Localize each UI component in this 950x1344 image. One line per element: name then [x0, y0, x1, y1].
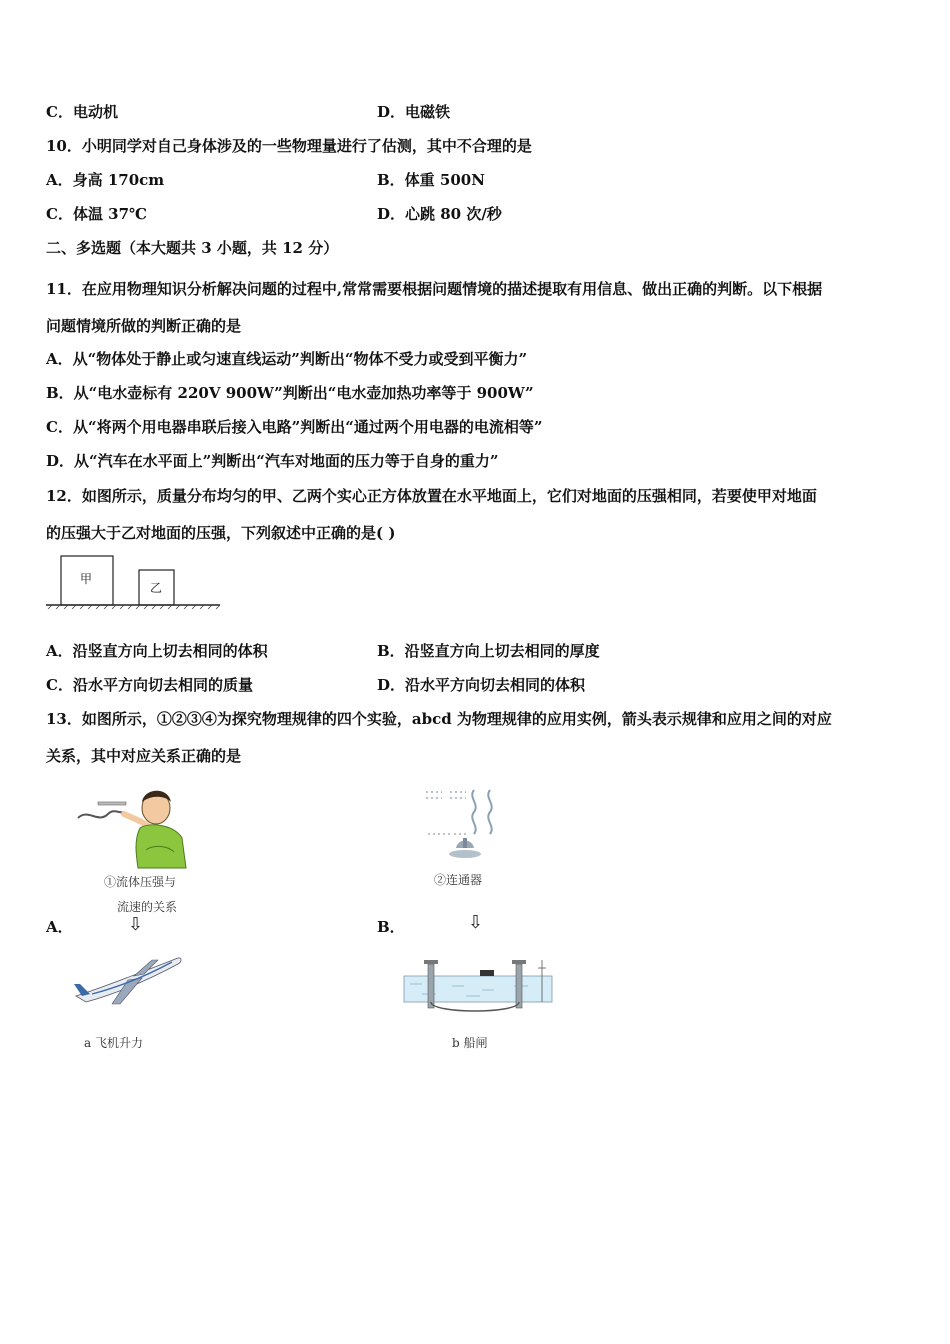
fig4-caption: b 船闸 — [452, 1036, 488, 1050]
fig-ship-lock — [402, 956, 554, 1018]
fig1-caption-line2: 流速的关系 — [117, 900, 178, 914]
q10-stem: 10．小明同学对自己身体涉及的一些物理量进行了估测，其中不合理的是 — [46, 137, 532, 155]
connected-vessels-illustration — [420, 782, 520, 868]
q11-option-a: A．从“物体处于静止或匀速直线运动”判断出“物体不受力或受到平衡力” — [46, 350, 528, 368]
q11-option-c: C．从“将两个用电器串联后接入电路”判断出“通过两个用电器的电流相等” — [46, 418, 543, 436]
fig-connected-vessels-experiment — [420, 782, 520, 868]
q11-option-d: D．从“汽车在水平面上”判断出“汽车对地面的压力等于自身的重力” — [46, 452, 499, 470]
fig2-caption: ②连通器 — [434, 873, 483, 887]
fig-airplane-lift — [72, 952, 184, 1012]
cube-yi-label: 乙 — [150, 581, 163, 595]
arrow-down-icon-a: ⇩ — [128, 914, 144, 935]
q12-stem-line2: 的压强大于乙对地面的压强，下列叙述中正确的是( ) — [46, 524, 396, 542]
arrow-down-icon-b: ⇩ — [468, 912, 484, 933]
fig1-caption-line1: ①流体压强与 — [104, 875, 177, 889]
q13-option-b-label: B． — [377, 918, 405, 936]
q11-option-b: B．从“电水壶标有 220V 900W”判断出“电水壶加热功率等于 900W” — [46, 384, 534, 402]
q12-option-a: A．沿竖直方向上切去相同的体积 — [46, 642, 268, 660]
q10-option-d: D．心跳 80 次/秒 — [377, 205, 502, 223]
q12-option-d: D．沿水平方向切去相同的体积 — [377, 676, 586, 694]
q11-stem-line1: 11．在应用物理知识分析解决问题的过程中,常常需要根据问题情境的描述提取有用信息、做出正确的判断。以下根据 — [46, 280, 823, 298]
q13-stem-line1: 13．如图所示，①②③④为探究物理规律的四个实验，abcd 为物理规律的应用实例，箭头表示规律和应用之间的对应 — [46, 710, 832, 728]
q12-cubes-svg — [44, 553, 224, 613]
ship-lock-illustration — [402, 956, 554, 1018]
q13-option-a-label: A． — [46, 918, 73, 936]
cube-jia-label: 甲 — [80, 572, 93, 586]
q12-option-b: B．沿竖直方向上切去相同的厚度 — [377, 642, 600, 660]
q10-option-c: C．体温 37℃ — [46, 205, 148, 223]
boy-blowing-paper-illustration — [74, 780, 194, 870]
q12-stem-line1: 12．如图所示，质量分布均匀的甲、乙两个实心正方体放置在水平地面上，它们对地面的压强相同，若要使甲对地面 — [46, 487, 817, 505]
airplane-illustration — [72, 952, 184, 1012]
section-heading-multiple-choice: 二、多选题（本大题共 3 小题，共 12 分） — [46, 239, 339, 257]
q10-option-a: A．身高 170cm — [46, 171, 165, 189]
q10-option-b: B．体重 500N — [377, 171, 485, 189]
q12-cubes-figure — [44, 553, 224, 613]
fig-fluid-pressure-experiment — [74, 780, 194, 870]
q12-option-c: C．沿水平方向切去相同的质量 — [46, 676, 253, 694]
fig3-caption: a 飞机升力 — [84, 1036, 143, 1050]
q9-option-c: C．电动机 — [46, 103, 118, 121]
q11-stem-line2: 问题情境所做的判断正确的是 — [46, 317, 242, 335]
q13-stem-line2: 关系，其中对应关系正确的是 — [46, 747, 242, 765]
q9-option-d: D．电磁铁 — [377, 103, 451, 121]
